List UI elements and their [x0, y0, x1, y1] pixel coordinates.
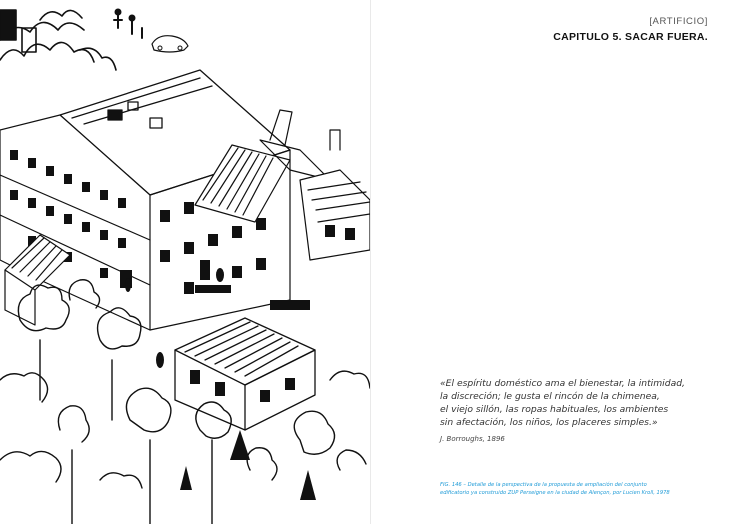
- quote-attribution: J. Borroughs, 1896: [440, 435, 505, 443]
- epigraph-quote: [440, 377, 710, 429]
- series-label: [ARTIFICIO]: [649, 16, 708, 27]
- quote-line: el viejo sillón, las ropas habituales, los ambientes: [440, 404, 669, 415]
- isometric-housing-sketch: [0, 0, 370, 524]
- figure-caption: [440, 481, 730, 497]
- quote-line: sin afectación, los niños, los placeres simples.»: [440, 417, 658, 428]
- quote-line: «El espíritu doméstico ama el bienestar, la intimidad,: [440, 378, 685, 389]
- illustration-page: [0, 0, 370, 524]
- chapter-title: CAPITULO 5. SACAR FUERA.: [553, 31, 708, 43]
- text-page: [371, 0, 741, 524]
- caption-line: FIG. 146 – Detalle de la perspectiva de la propuesta de ampliación del conjunto: [440, 482, 647, 488]
- quote-line: la discreción; le gusta el rincón de la chimenea,: [440, 391, 660, 402]
- caption-line: edificatorio ya construido ZUP Perseigne en la ciudad de Alençon, por Lucien Kroll, 1978: [440, 490, 670, 496]
